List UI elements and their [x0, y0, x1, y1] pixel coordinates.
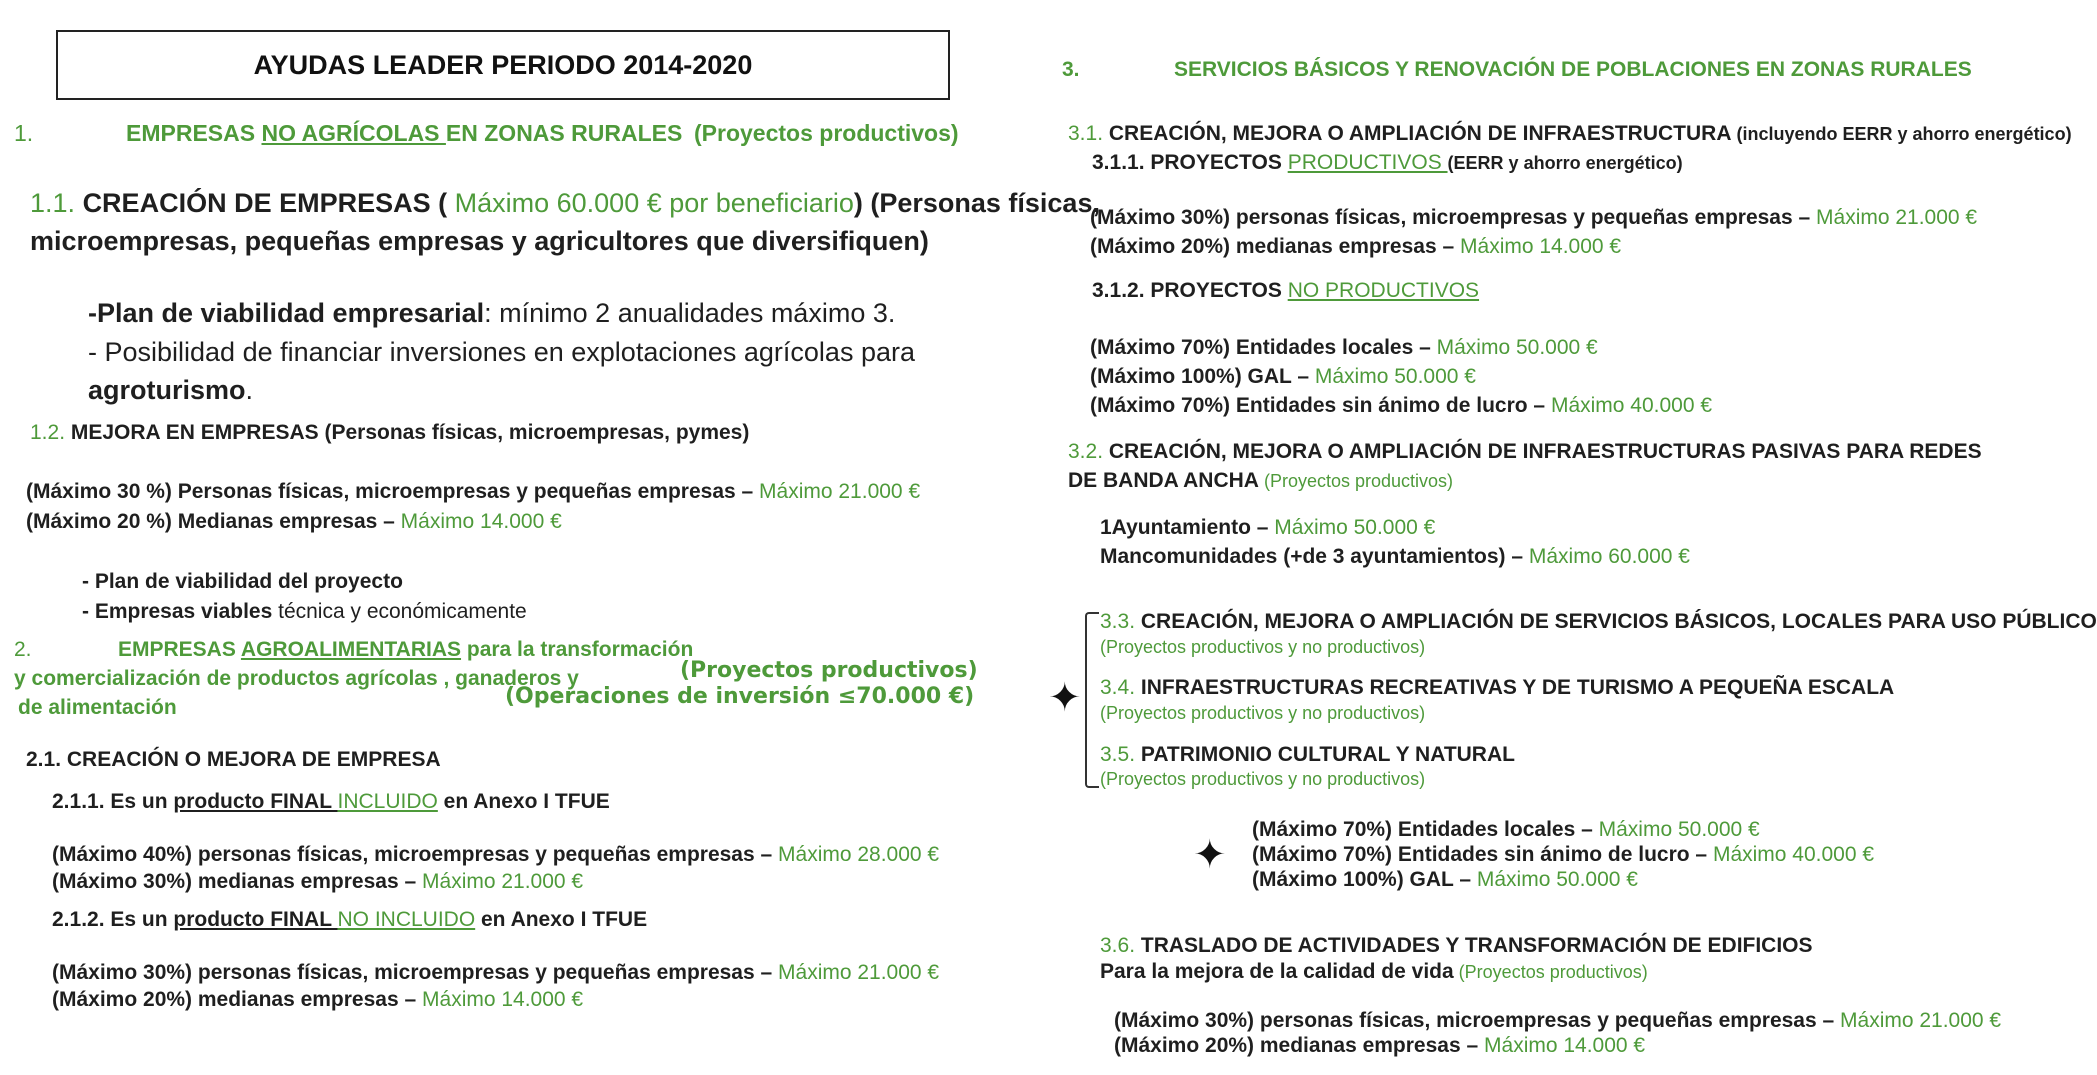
section-3-3-heading: 3.3. CREACIÓN, MEJORA O AMPLIACIÓN DE SERVICIOS BÁSICOS, LOCALES PARA USO PÚBLICO — [1100, 610, 2097, 633]
section-3-2-line-2: Mancomunidades (+de 3 ayuntamientos) – Máximo 60.000 € — [1100, 545, 1690, 568]
section-3-1-heading: 3.1. CREACIÓN, MEJORA O AMPLIACIÓN DE INFRAESTRUCTURA (incluyendo EERR y ahorro energético) — [1068, 122, 2072, 145]
section-1-1-bullet-financiar: - Posibilidad de financiar inversiones en explotaciones agrícolas para — [88, 337, 915, 367]
section-1-1-heading: 1.1. CREACIÓN DE EMPRESAS ( Máximo 60.000 € por beneficiario) (Personas físicas, — [30, 188, 1100, 218]
section-3-1-2-line-2: (Máximo 100%) GAL – Máximo 50.000 € — [1090, 365, 1476, 388]
section-2-tag-proyectos: (Proyectos productivos) — [680, 658, 978, 683]
star-icon: ✦ — [1193, 833, 1227, 877]
section-3-3-note: (Proyectos productivos y no productivos) — [1100, 637, 1426, 657]
section-3-1-2-line-1: (Máximo 70%) Entidades locales – Máximo 50.000 € — [1090, 336, 1598, 359]
section-3-2-heading-line2: DE BANDA ANCHA (Proyectos productivos) — [1068, 469, 1454, 492]
section-2-number: 2. — [14, 638, 32, 661]
section-3-6-line-2: (Máximo 20%) medianas empresas – Máximo 14.000 € — [1114, 1034, 1646, 1057]
star-icon: ✦ — [1048, 676, 1082, 720]
section-3-1-2-heading: 3.1.2. PROYECTOS NO PRODUCTIVOS — [1092, 279, 1480, 302]
section-3-6-heading-line2: Para la mejora de la calidad de vida (Proyectos productivos) — [1100, 960, 1648, 983]
section-3-1-1-heading: 3.1.1. PROYECTOS PRODUCTIVOS (EERR y ahorro energético) — [1092, 151, 1683, 174]
section-1-2-line-1: (Máximo 30 %) Personas físicas, microempresas y pequeñas empresas – Máximo 21.000 € — [26, 480, 921, 503]
section-1-2-bullet-viables: - Empresas viables técnica y económicamente — [82, 600, 527, 623]
section-2-heading-line2: y comercialización de productos agrícolas , ganaderos y — [14, 667, 579, 690]
section-1-2-heading: 1.2. MEJORA EN EMPRESAS (Personas físicas, microempresas, pymes) — [30, 421, 750, 444]
section-1-1-bullet-plan: -Plan de viabilidad empresarial: mínimo 2 anualidades máximo 3. — [88, 298, 896, 328]
section-3-5-line-1: (Máximo 70%) Entidades locales – Máximo 50.000 € — [1252, 818, 1760, 841]
section-3-2-line-1: 1Ayuntamiento – Máximo 50.000 € — [1100, 516, 1436, 539]
section-2-tag-operaciones: (Operaciones de inversión ≤70.000 €) — [505, 684, 975, 709]
section-2-1-1-line-1: (Máximo 40%) personas físicas, microempresas y pequeñas empresas – Máximo 28.000 € — [52, 843, 940, 866]
section-1-heading: EMPRESAS NO AGRÍCOLAS EN ZONAS RURALES — [126, 120, 683, 146]
section-1-tag: (Proyectos productivos) — [694, 120, 959, 146]
section-2-1-2-line-1: (Máximo 30%) personas físicas, microempresas y pequeñas empresas – Máximo 21.000 € — [52, 961, 940, 984]
section-3-6-line-1: (Máximo 30%) personas físicas, microempresas y pequeñas empresas – Máximo 21.000 € — [1114, 1009, 2002, 1032]
section-2-1-2-heading: 2.1.2. Es un producto FINAL NO INCLUIDO en Anexo I TFUE — [52, 908, 648, 931]
section-3-2-heading: 3.2. CREACIÓN, MEJORA O AMPLIACIÓN DE INFRAESTRUCTURAS PASIVAS PARA REDES — [1068, 440, 1982, 463]
section-3-4-heading: 3.4. INFRAESTRUCTURAS RECREATIVAS Y DE TURISMO A PEQUEÑA ESCALA — [1100, 676, 1895, 699]
section-2-1-1-heading: 2.1.1. Es un producto FINAL INCLUIDO en Anexo I TFUE — [52, 790, 610, 813]
section-3-5-line-2: (Máximo 70%) Entidades sin ánimo de lucro – Máximo 40.000 € — [1252, 843, 1875, 866]
section-2-heading: EMPRESAS AGROALIMENTARIAS para la transformación — [118, 638, 694, 661]
section-2-heading-line3: de alimentación — [18, 696, 177, 719]
section-3-heading: SERVICIOS BÁSICOS Y RENOVACIÓN DE POBLACIONES EN ZONAS RURALES — [1174, 58, 1972, 81]
section-3-1-1-line-2: (Máximo 20%) medianas empresas – Máximo 14.000 € — [1090, 235, 1622, 258]
section-1-2-bullet-plan: - Plan de viabilidad del proyecto — [82, 570, 403, 593]
section-3-6-heading: 3.6. TRASLADO DE ACTIVIDADES Y TRANSFORMACIÓN DE EDIFICIOS — [1100, 934, 1813, 957]
section-2-1-1-line-2: (Máximo 30%) medianas empresas – Máximo 21.000 € — [52, 870, 584, 893]
bracket-3-3-to-3-5 — [1085, 612, 1099, 788]
section-1-2-line-2: (Máximo 20 %) Medianas empresas – Máximo 14.000 € — [26, 510, 562, 533]
section-3-1-2-line-3: (Máximo 70%) Entidades sin ánimo de lucro – Máximo 40.000 € — [1090, 394, 1713, 417]
section-3-5-line-3: (Máximo 100%) GAL – Máximo 50.000 € — [1252, 868, 1638, 891]
section-1-1-bullet-agroturismo: agroturismo. — [88, 375, 254, 405]
section-3-4-note: (Proyectos productivos y no productivos) — [1100, 703, 1426, 723]
section-3-number: 3. — [1062, 58, 1080, 81]
section-2-1-2-line-2: (Máximo 20%) medianas empresas – Máximo 14.000 € — [52, 988, 584, 1011]
page-title: AYUDAS LEADER PERIODO 2014-2020 — [56, 30, 950, 100]
section-3-5-heading: 3.5. PATRIMONIO CULTURAL Y NATURAL — [1100, 743, 1515, 766]
section-3-1-1-line-1: (Máximo 30%) personas físicas, microempresas y pequeñas empresas – Máximo 21.000 € — [1090, 206, 1978, 229]
section-1-number: 1. — [14, 120, 34, 146]
section-3-5-note: (Proyectos productivos y no productivos) — [1100, 769, 1426, 789]
section-1-1-heading-line2: microempresas, pequeñas empresas y agricultores que diversifiquen) — [30, 226, 929, 256]
section-2-1-heading: 2.1. CREACIÓN O MEJORA DE EMPRESA — [26, 748, 441, 771]
